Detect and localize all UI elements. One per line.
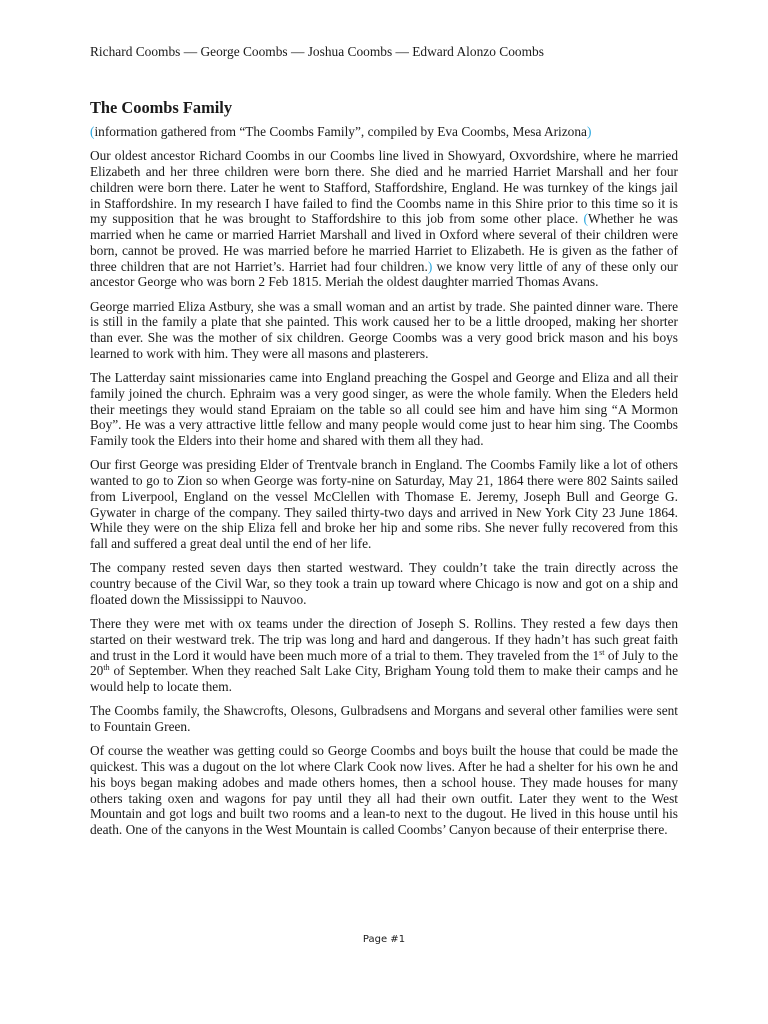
source-note-open-paren: ( bbox=[90, 124, 95, 139]
paragraph-missionaries: The Latterday saint missionaries came into England preaching the Gospel and George and Eliza and all their family joined the church. Ephraim was a very good singer, as were the whole family. When the Eleders held their meetings they would stand Epraiam on the table so all could see him and have him sing “A Mormon Boy”. He was a very attractive little fellow and many people would come just to hear him sing. The Coombs Family took the Elders into their home and shared with them all they had. bbox=[90, 370, 678, 448]
paragraph-ox-teams bbox=[90, 616, 678, 695]
source-note-close-paren: ) bbox=[586, 124, 592, 139]
paragraph-text: There they were met with ox teams under the direction of Joseph S. Rollins. They rested a few days then started on their westward trek. The trip was long and hard and dangerous. If they hadn’t has such great faith and trust in the Lord it would have been much more of a trial to them. They traveled from the 1 bbox=[90, 616, 678, 663]
paragraph-fountain-green: The Coombs family, the Shawcrofts, Olesons, Gulbradsens and Morgans and several other families were sent to Fountain Green. bbox=[90, 703, 678, 734]
paragraph-text: Whether he was married when he came or married Harriet Marshall and lived in Oxford where several of their children were born, cannot be proved. He was married before he married Harriet to Elizabeth. He is given as the father of three children that are not Harriet’s. Harriet had four children. bbox=[90, 211, 679, 274]
paragraph-dugout: Of course the weather was getting could so George Coombs and boys built the house that could be made the quickest. This was a dugout on the lot where Clark Cook now lives. After he had a shelter for his own he and his boys began making adobes and made others homes, then a school house. They made houses for many others taking oxen and wagons for pay until they all had their own outfit. Later they went to the West Mountain and got logs and built two rooms and a lean-to next to the dugout. He lived in this house until his death. One of the canyons in the West Mountain is called Coombs’ Canyon because of their enterprise there. bbox=[90, 743, 678, 837]
paragraph-text: of September. When they reached Salt Lake City, Brigham Young told them to make their camps and he would help to locate them. bbox=[90, 663, 678, 694]
ordinal-suffix: st bbox=[599, 647, 605, 657]
open-paren: ( bbox=[583, 211, 588, 227]
paragraph-richard-coombs bbox=[90, 148, 678, 290]
document-body bbox=[90, 124, 678, 846]
paragraph-westward: The company rested seven days then started westward. They couldn’t take the train directly across the country because of the Civil War, so they took a train up toward where Chicago is now and got on a ship and floated down the Mississippi to Nauvoo. bbox=[90, 560, 678, 607]
paragraph-george-eliza: George married Eliza Astbury, she was a small woman and an artist by trade. She painted dinner ware. There is still in the family a plate that she painted. This work caused her to be a little drooped, making her shorter than ever. She was the mother of six children. George Coombs was a very good brick mason and his boys learned to work with him. They were all masons and plasterers. bbox=[90, 298, 678, 361]
paragraph-text: Our oldest ancestor Richard Coombs in our Coombs line lived in Showyard, Oxvordshire, where he married Elizabeth and her three children were born there. She died and he married Harriet Marshall and her four children were born there. Later he went to Stafford, Staffordshire, England. He was turnkey of the kings jail in Staffordshire. In my research I have failed to find the Coombs name in this Shire prior to this time so it is my supposition that he was brought to Staffordshire to this job from some other place. bbox=[90, 148, 678, 227]
close-paren: ) bbox=[427, 258, 433, 274]
paragraph-text: we know very little of any of these only our ancestor George who was born 2 Feb 1815. Meriah the oldest daughter married Thomas Avans. bbox=[90, 258, 678, 290]
paragraph-voyage: Our first George was presiding Elder of Trentvale branch in England. The Coombs Family like a lot of others wanted to go to Zion so when George was forty-nine on Saturday, May 21, 1864 there were 802 Saints sailed from Liverpool, England on the vessel McClellen with Thomase E. Jeremy, Joseph Bull and George G. Gywater in charge of the company. They sailed thirty-two days and arrived in New York City 23 June 1864. While they were on the ship Eliza fell and broke her hip and some ribs. She never fully recovered from this fall and suffered a great deal until the end of her life. bbox=[90, 457, 678, 551]
source-note-text: information gathered from “The Coombs Family”, compiled by Eva Coombs, Mesa Arizona bbox=[94, 124, 587, 139]
ordinal-suffix: th bbox=[103, 663, 110, 673]
document-title: The Coombs Family bbox=[90, 98, 233, 117]
running-header: Richard Coombs — George Coombs — Joshua Coombs — Edward Alonzo Coombs bbox=[90, 44, 544, 59]
paragraph-text: of July to the 20 bbox=[90, 647, 678, 679]
page-number: Page #1 bbox=[362, 934, 406, 945]
source-note bbox=[90, 124, 678, 140]
